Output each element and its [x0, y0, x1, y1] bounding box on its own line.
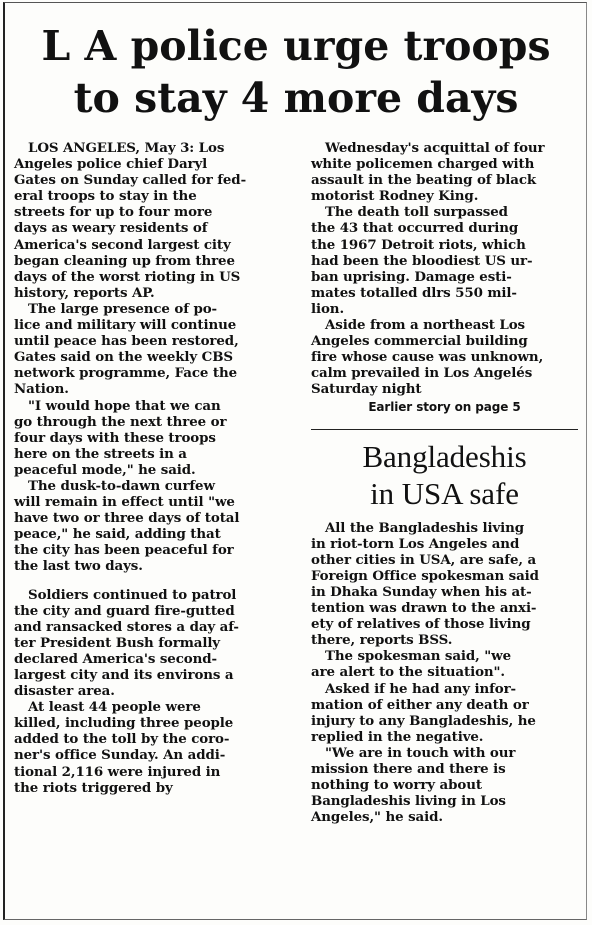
article-1-paragraph: Soldiers continued to patrol the city and guard fire-gutted and ransacked stores a day af- ter President Bush formally declared America's second- largest city and its environs a disaster area. — [14, 586, 239, 700]
right-column — [311, 140, 578, 825]
article-2-headline — [311, 438, 578, 512]
main-headline-line-1: L A police urge troops — [41, 22, 551, 70]
article-2-paragraph: "We are in touch with our mission there and there is nothing to worry about Bangladeshis living in Los Angeles," he said. — [311, 744, 516, 826]
main-headline-line-2: to stay 4 more days — [73, 74, 519, 122]
article-1-paragraph: The dusk-to-dawn curfew will remain in effect until "we have two or three days of total peace," he said, adding that the city has been peaceful for the last two days. — [14, 477, 240, 575]
article-1-paragraph: The large presence of po- lice and military will continue until peace has been restored, Gates said on the weekly CBS network programme, Face the Nation. — [14, 300, 239, 398]
article-2-paragraph: All the Bangladeshis living in riot-torn Los Angeles and other cities in USA, are safe, a Foreign Office spokesman said in Dhaka Sunday when his at- tention was drawn to the anxi- ety of relatives of those living there, reports BSS. — [311, 519, 539, 649]
article-1-paragraph: "I would hope that we can go through the next three or four days with these troops here on the streets in a peaceful mode," he said. — [14, 397, 227, 478]
article-1-paragraph: LOS ANGELES, May 3: Los Angeles police chief Daryl Gates on Sunday called for fed- eral troops to stay in the streets for up to four more days as weary residents of America's second largest city began cleaning up from three days of the worst rioting in US history, reports AP. — [14, 140, 247, 301]
article-2-paragraph: The spokesman said, "we are alert to the situation". — [311, 648, 512, 681]
article-1-paragraph: At least 44 people were killed, including three people added to the toll by the coro- ner's office Sunday. An addi- tional 2,116 were injured in the riots triggered by — [14, 699, 234, 796]
article-1-paragraph: The death toll surpassed the 43 that occurred during the 1967 Detroit riots, which had been the bloodiest US ur- ban uprising. Damage esti- mates totalled dlrs 550 mil- lion. — [311, 204, 533, 317]
article-divider — [311, 429, 578, 430]
earlier-story-reference: Earlier story on page 5 — [368, 399, 521, 414]
article-2-headline-line-1: Bangladeshis — [362, 438, 527, 474]
article-1-left-column — [14, 140, 282, 796]
article-2-paragraph: Asked if he had any infor- mation of either any death or injury to any Bangladeshis, he replied in the negative. — [311, 680, 536, 745]
paragraph-gap — [14, 575, 282, 587]
article-2-headline-line-2: in USA safe — [370, 475, 519, 511]
article-1-paragraph: Wednesday's acquittal of four white policemen charged with assault in the beating of black motorist Rodney King. — [311, 140, 545, 205]
article-1-paragraph: Aside from a northeast Los Angeles commercial building fire whose cause was unknown, calm prevailed in Los Angelés Saturday night — [311, 317, 544, 398]
